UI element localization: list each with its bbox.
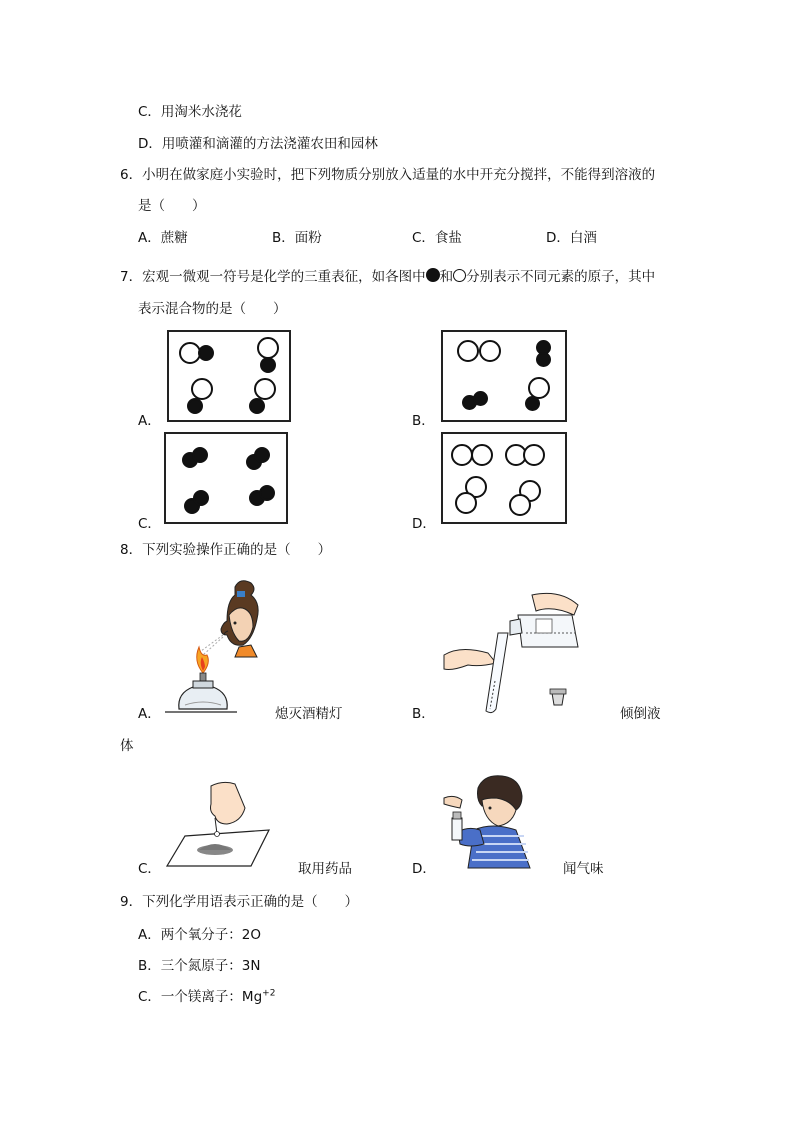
q7-stem-line2: 表示混合物的是（ ） <box>138 301 287 317</box>
q7-box-a <box>167 330 291 422</box>
q7-stem-part3: 分别表示不同元素的原子，其中 <box>466 269 656 285</box>
white-atom-icon <box>457 340 479 362</box>
q7-label-c: C． <box>138 516 161 532</box>
q9-stem: 9．下列化学用语表示正确的是（ ） <box>120 894 359 910</box>
white-atom-icon <box>257 337 279 359</box>
q8-label-b: B． <box>412 706 435 722</box>
black-atom-icon <box>192 447 208 463</box>
q7-box-b <box>441 330 567 422</box>
black-atom-icon <box>260 357 276 373</box>
white-atom-icon <box>451 444 473 466</box>
q8-caption-b-line2: 体 <box>120 738 134 754</box>
smelling-illustration <box>440 770 535 870</box>
q6-option-c: C．食盐 <box>412 230 462 246</box>
white-atom-icon <box>453 269 466 282</box>
q8-label-a: A． <box>138 706 161 722</box>
black-atom-icon <box>187 398 203 414</box>
q8-caption-b-line1: 倾倒液 <box>620 706 661 722</box>
q9-option-c-text: C．一个镁离子：Mg <box>138 989 263 1005</box>
black-atom-icon <box>473 391 488 406</box>
black-atom-icon <box>198 345 214 361</box>
q8-caption-d: 闻气味 <box>563 861 604 877</box>
q7-stem-part2: 和 <box>439 269 454 285</box>
white-atom-icon <box>254 378 276 400</box>
white-atom-icon <box>455 492 477 514</box>
q9-option-a: A．两个氧分子：2O <box>138 927 261 943</box>
black-atom-icon <box>254 447 270 463</box>
alcohol-lamp-blowing-illustration <box>165 575 275 720</box>
white-atom-icon <box>479 340 501 362</box>
white-atom-icon <box>191 378 213 400</box>
taking-reagent-illustration <box>165 778 275 870</box>
q9-option-c <box>138 988 275 1006</box>
q6-option-d: D．白酒 <box>546 230 597 246</box>
black-atom-icon <box>193 490 209 506</box>
black-atom-icon <box>536 352 551 367</box>
q6-option-a: A．蔗糖 <box>138 230 188 246</box>
q7-box-d <box>441 432 567 524</box>
q8-caption-c: 取用药品 <box>298 861 352 877</box>
q5-option-d: D．用喷灌和滴灌的方法浇灌农田和园林 <box>138 136 378 152</box>
q7-box-c <box>164 432 288 524</box>
q9-option-c-charge: +2 <box>262 988 276 999</box>
q8-caption-a: 熄灭酒精灯 <box>275 706 343 722</box>
black-atom-icon <box>426 268 440 282</box>
q7-label-d: D． <box>412 516 436 532</box>
white-atom-icon <box>471 444 493 466</box>
q8-label-c: C． <box>138 861 161 877</box>
pouring-liquid-illustration <box>440 585 590 720</box>
white-atom-icon <box>509 494 531 516</box>
white-atom-icon <box>523 444 545 466</box>
q7-stem-line1 <box>120 268 655 286</box>
black-atom-icon <box>259 485 275 501</box>
q7-label-a: A． <box>138 413 161 429</box>
black-atom-icon <box>525 396 540 411</box>
q9-option-b: B．三个氮原子：3N <box>138 958 261 974</box>
black-atom-icon <box>249 398 265 414</box>
q7-label-b: B． <box>412 413 435 429</box>
q6-stem-line1: 6．小明在做家庭小实验时，把下列物质分别放入适量的水中开充分搅拌，不能得到溶液的 <box>120 167 656 183</box>
q5-option-c: C．用淘米水浇花 <box>138 104 242 120</box>
q8-label-d: D． <box>412 861 436 877</box>
q6-stem-line2: 是（ ） <box>138 198 206 214</box>
q8-stem: 8．下列实验操作正确的是（ ） <box>120 542 332 558</box>
q6-option-b: B．面粉 <box>272 230 322 246</box>
q7-stem-part1: 7．宏观一微观一符号是化学的三重表征，如各图中 <box>120 269 426 285</box>
